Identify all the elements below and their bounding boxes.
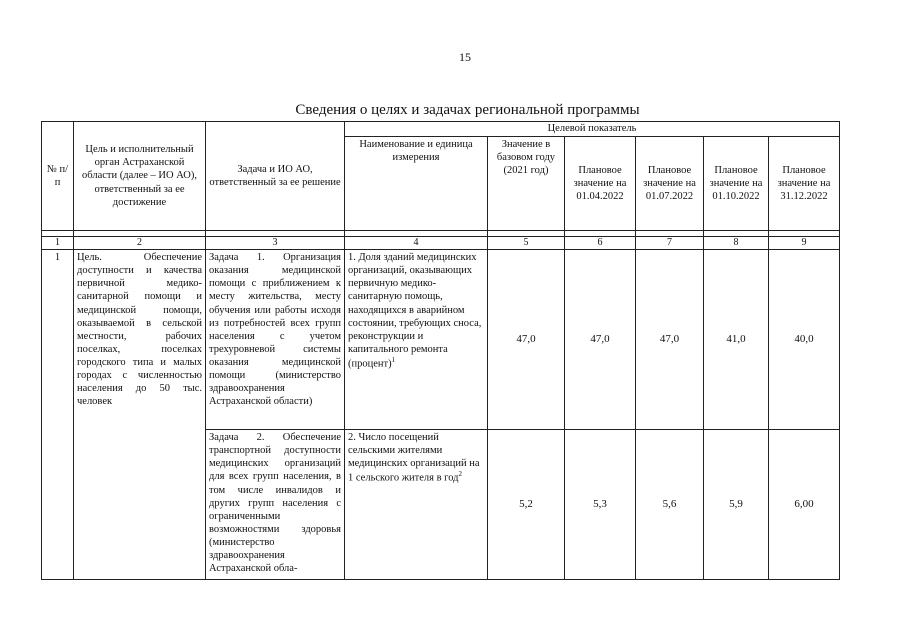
header-base-value: Значение в базовом году (2021 год) (488, 136, 565, 231)
header-row-1 (42, 122, 840, 137)
task-2-cell: Задача 2. Обеспечение транспортной доступности медицинских организаций для всех групп населения, в том числе инвалидов и других групп населения с ограниченными возможностями здоровья (министерство здравоохранения Астраханской обла- (206, 430, 345, 580)
header-plan-q2: Плановое значение на 01.07.2022 (636, 136, 704, 231)
indicator-2-plan-q1: 5,3 (565, 430, 636, 580)
indicator-1-cell (345, 250, 488, 430)
indicator-2-cell (345, 430, 488, 580)
document-title: Сведения о целях и задачах региональной программы (295, 102, 640, 118)
column-number: 8 (704, 237, 769, 250)
footnote-2-mark: 2 (458, 470, 462, 479)
goal-cell: Цель. Обеспечение доступности и качества первичной медико-санитарной помощи и медицинской помощи, оказываемой в сельской местности, рабочих поселках, поселках городского типа и малых городах с численностью населения до 50 тыс. человек (74, 250, 206, 580)
indicator-1-plan-q2: 47,0 (636, 250, 704, 430)
column-number: 4 (345, 237, 488, 250)
column-number: 7 (636, 237, 704, 250)
header-target-indicator: Целевой показатель (345, 122, 840, 137)
indicator-1-plan-q4: 40,0 (769, 250, 840, 430)
indicator-1-plan-q3: 41,0 (704, 250, 769, 430)
row-number: 1 (42, 250, 74, 580)
goals-table (41, 121, 840, 580)
indicator-2-plan-q3: 5,9 (704, 430, 769, 580)
column-number: 6 (565, 237, 636, 250)
header-plan-q3: Плановое значение на 01.10.2022 (704, 136, 769, 231)
header-goal: Цель и исполнительный орган Астраханской области (далее – ИО АО), ответственный за ее достижение (74, 122, 206, 231)
column-number-row (42, 237, 840, 250)
indicator-1-base: 47,0 (488, 250, 565, 430)
header-no: № п/п (42, 122, 74, 231)
footnote-1-mark: 1 (391, 356, 396, 364)
indicator-2-text: 2. Число посещений сельскими жителями медицинских организаций на 1 сельского жителя в год (348, 432, 480, 484)
header-indicator-name: Наименование и единица измерения (345, 136, 488, 231)
indicator-1-plan-q1: 47,0 (565, 250, 636, 430)
page-number: 15 (459, 50, 471, 64)
indicator-2-base: 5,2 (488, 430, 565, 580)
column-number: 3 (206, 237, 345, 250)
indicator-2-plan-q4: 6,00 (769, 430, 840, 580)
column-number: 5 (488, 237, 565, 250)
header-plan-q4: Плановое значение на 31.12.2022 (769, 136, 840, 231)
task-1-cell: Задача 1. Организация оказания медицинской помощи с приближением к месту жительства, месту обучения или работы исходя из потребностей всех групп населения с учетом трехуровневой системы оказания медицинской помощи (министерство здравоохранения Астраханской области) (206, 250, 345, 430)
indicator-2-plan-q2: 5,6 (636, 430, 704, 580)
table-row-task-1 (42, 250, 840, 430)
column-number: 9 (769, 237, 840, 250)
indicator-1-text: 1. Доля зданий медицинских организаций, оказывающих первичную медико-санитарную помощь, находящихся в аварийном состоянии, требующих сноса, реконструкции и капитального ремонта (процент) (348, 252, 482, 370)
column-number: 2 (74, 237, 206, 250)
header-task: Задача и ИО АО, ответственный за ее решение (206, 122, 345, 231)
header-plan-q1: Плановое значение на 01.04.2022 (565, 136, 636, 231)
column-number: 1 (42, 237, 74, 250)
